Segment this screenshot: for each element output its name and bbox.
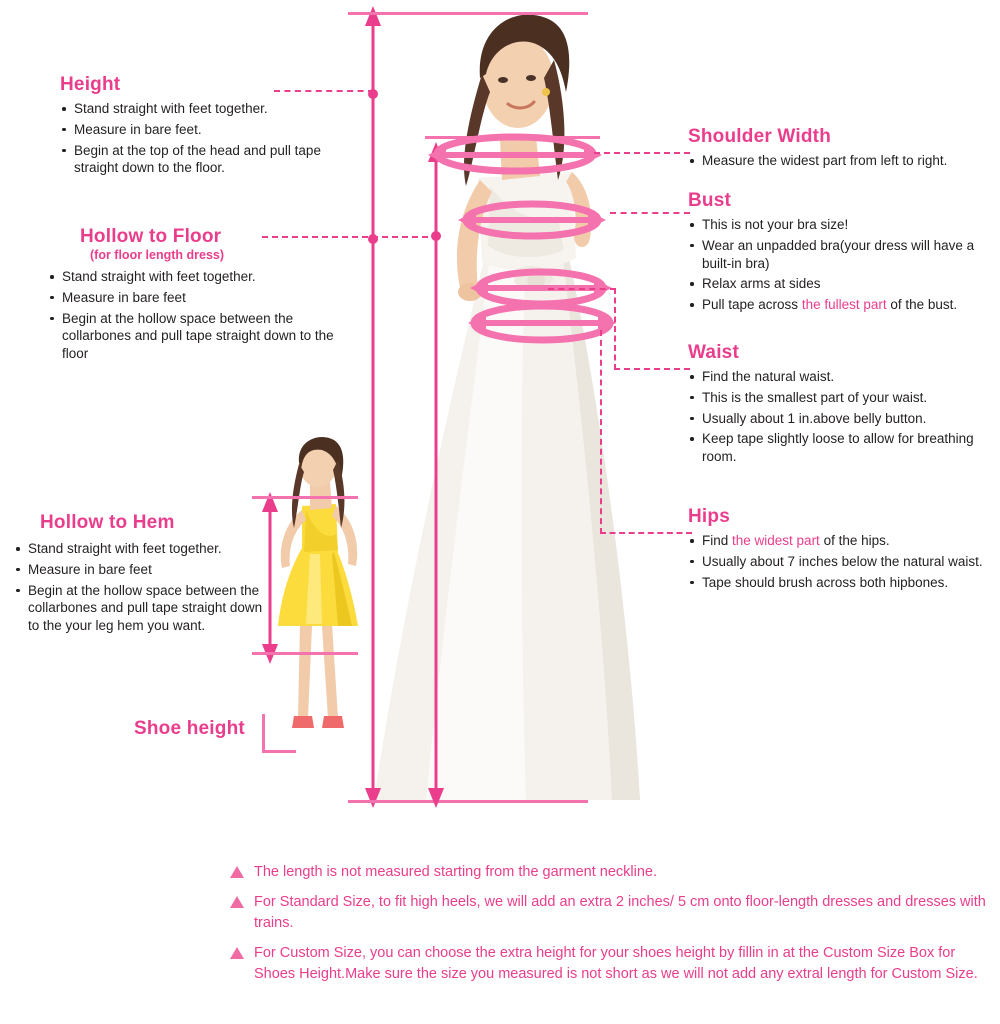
waist-leader-vertical — [614, 288, 616, 370]
shoulder-width-section — [688, 126, 996, 173]
hollow-to-floor-title: Hollow to Floor — [80, 226, 222, 247]
list-item: Measure in bare feet — [14, 561, 264, 579]
shoulder-width-list — [688, 152, 996, 170]
height-measure-line — [355, 4, 395, 810]
bust-leader-line — [610, 212, 690, 214]
shoulder-leader-line — [594, 152, 690, 154]
hips-section — [688, 506, 990, 594]
hollow-to-floor-section — [48, 226, 338, 366]
bust-list — [688, 216, 998, 314]
waist-list — [688, 368, 988, 466]
list-item: Stand straight with feet together. — [48, 268, 338, 286]
bust-measure-band — [452, 198, 612, 244]
list-item: Measure in bare feet. — [60, 121, 360, 139]
hollow-to-floor-measure-line — [420, 142, 456, 810]
list-item: Relax arms at sides — [688, 275, 998, 293]
bust-title: Bust — [688, 190, 732, 211]
list-item: Measure the widest part from left to right. — [688, 152, 996, 170]
list-item: Wear an unpadded bra(your dress will have a built-in bra) — [688, 237, 998, 273]
hollow-to-floor-list — [48, 268, 338, 363]
height-bottom-rule — [348, 800, 588, 803]
list-item: Usually about 7 inches below the natural waist. — [688, 553, 990, 571]
note-text: For Standard Size, to fit high heels, we will add an extra 2 inches/ 5 cm onto floor-length dresses and dresses with trains. — [254, 894, 986, 932]
waist-leader-line — [614, 368, 690, 370]
note-item — [228, 862, 988, 883]
warning-triangle-icon — [230, 866, 244, 878]
list-item: This is not your bra size! — [688, 216, 998, 234]
list-item: This is the smallest part of your waist. — [688, 389, 988, 407]
warning-triangle-icon — [230, 896, 244, 908]
bust-section — [688, 190, 998, 317]
list-item-bust-fullest: Pull tape across the fullest part of the bust. — [688, 296, 998, 314]
shoe-height-bracket — [262, 714, 265, 752]
hips-leader-line — [600, 532, 692, 534]
list-item-hips-widest: Find the widest part of the hips. — [688, 532, 990, 550]
shoe-height-rule — [262, 750, 296, 753]
hollow-to-hem-section — [14, 512, 264, 638]
warning-triangle-icon — [230, 947, 244, 959]
hollow-to-hem-bottom-rule — [252, 652, 358, 655]
hips-title: Hips — [688, 506, 730, 527]
list-item: Begin at the hollow space between the collarbones and pull tape straight down to the floor — [48, 310, 338, 363]
height-section — [60, 74, 360, 180]
list-item: Stand straight with feet together. — [60, 100, 360, 118]
hips-leader-vertical — [600, 330, 602, 534]
hips-measure-band — [462, 300, 622, 348]
list-item: Stand straight with feet together. — [14, 540, 264, 558]
hollow-to-hem-list — [14, 540, 264, 635]
list-item: Begin at the hollow space between the collarbones and pull tape straight down to the your leg hem you want. — [14, 582, 264, 635]
hollow-to-hem-title: Hollow to Hem — [40, 512, 175, 533]
list-item: Measure in bare feet — [48, 289, 338, 307]
bust-highlight: the fullest part — [801, 297, 887, 313]
height-list — [60, 100, 360, 177]
hips-list — [688, 532, 990, 591]
note-text: For Custom Size, you can choose the extra height for your shoes height by fillin in at the Custom Size Box for Shoes Height.Make sure the size you measured is not short as we will not add any extral length for Custom Size. — [254, 945, 978, 983]
list-item: Keep tape slightly loose to allow for breathing room. — [688, 430, 988, 466]
note-text: The length is not measured starting from the garment neckline. — [254, 864, 657, 880]
hollow-to-floor-subtitle: (for floor length dress) — [90, 248, 225, 262]
note-item — [228, 943, 988, 985]
waist-title: Waist — [688, 342, 739, 363]
list-item: Usually about 1 in.above belly button. — [688, 410, 988, 428]
list-item: Begin at the top of the head and pull tape straight down to the floor. — [60, 142, 360, 178]
hollow-to-hem-top-rule — [252, 496, 358, 499]
shoulder-width-title: Shoulder Width — [688, 126, 831, 147]
shoulder-top-rule — [425, 136, 600, 139]
note-item — [228, 892, 988, 934]
height-title: Height — [60, 74, 121, 95]
waist-section — [688, 342, 988, 469]
footer-notes — [228, 862, 988, 994]
shoe-height-title: Shoe height — [134, 718, 245, 739]
height-top-rule — [348, 12, 588, 15]
hips-highlight: the widest part — [732, 533, 820, 548]
list-item: Tape should brush across both hipbones. — [688, 574, 990, 592]
waist-leader-top — [548, 288, 616, 290]
list-item: Find the natural waist. — [688, 368, 988, 386]
